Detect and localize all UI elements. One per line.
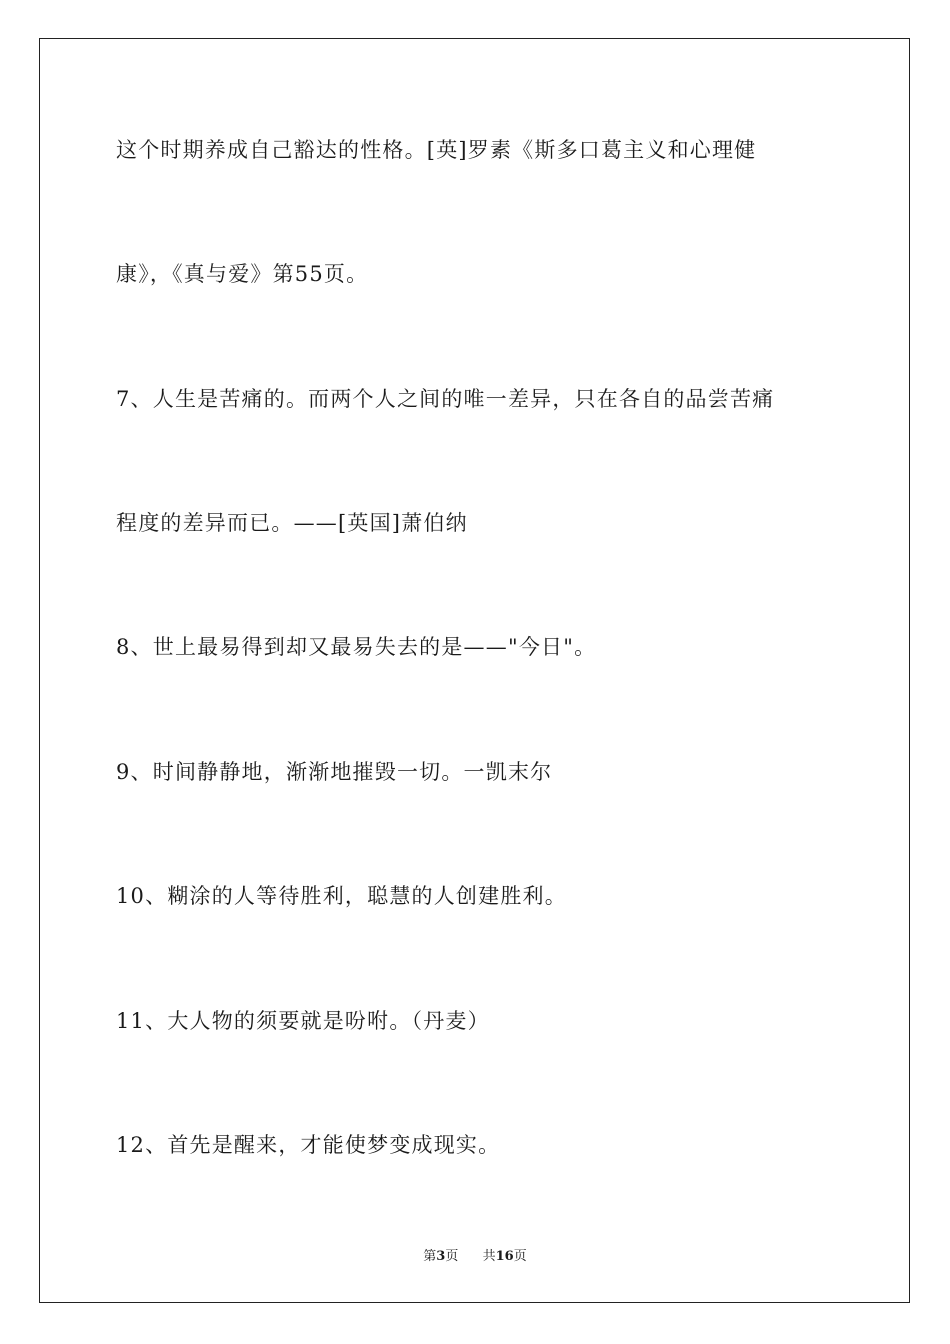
text-line-5: 8、世上最易得到却又最易失去的是——"今日"。 bbox=[116, 635, 597, 659]
text-line-2: 康》，《真与爱》第55页。 bbox=[116, 262, 369, 286]
total-pages-indicator: 共16页 bbox=[482, 1249, 527, 1264]
text-line-3: 7、人生是苦痛的。而两个人之间的唯一差异，只在各自的品尝苦痛 bbox=[116, 387, 775, 411]
text-line-6: 9、时间静静地，渐渐地摧毁一切。一凯末尔 bbox=[116, 760, 553, 784]
text-line-8: 11、大人物的须要就是吩咐。（丹麦） bbox=[116, 1009, 490, 1033]
text-line-7: 10、糊涂的人等待胜利，聪慧的人创建胜利。 bbox=[116, 884, 567, 908]
text-line-4: 程度的差异而已。——[英国]萧伯纳 bbox=[116, 511, 468, 535]
page-footer bbox=[0, 1248, 950, 1266]
current-page-number: 3 bbox=[436, 1249, 446, 1264]
page-border bbox=[39, 38, 910, 1303]
text-line-9: 12、首先是醒来，才能使梦变成现实。 bbox=[116, 1133, 501, 1157]
text-line-1: 这个时期养成自己豁达的性格。[英]罗素《斯多口葛主义和心理健 bbox=[116, 138, 757, 162]
total-page-number: 16 bbox=[495, 1249, 514, 1264]
page-indicator: 第3页 bbox=[423, 1249, 459, 1264]
